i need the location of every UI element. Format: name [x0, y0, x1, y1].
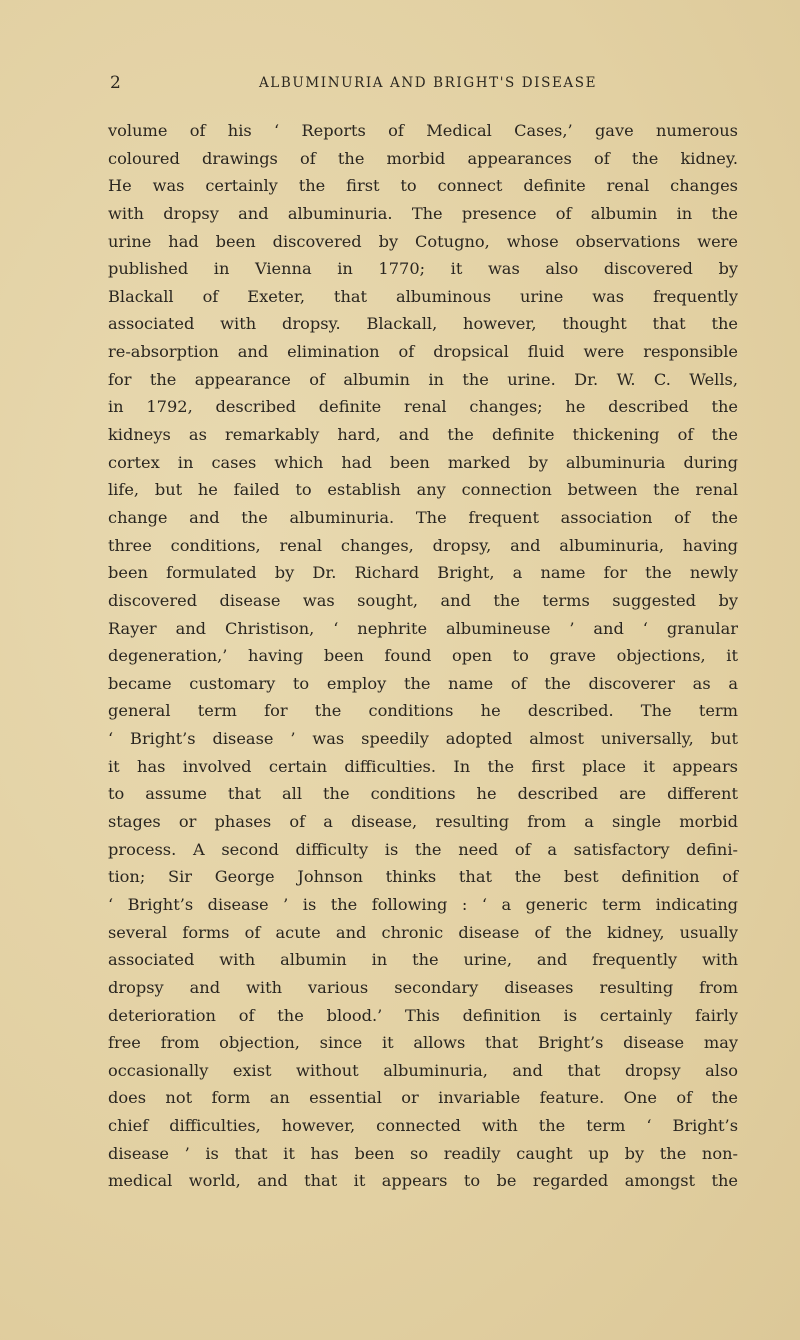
- text-line: three conditions, renal changes, dropsy, and albuminuria, having: [108, 535, 738, 555]
- text-line: became customary to employ the name of the discoverer as a: [108, 673, 738, 693]
- text-line: urine had been discovered by Cotugno, whose observations were: [108, 231, 738, 251]
- text-line: Blackall of Exeter, that albuminous urine was frequently: [108, 286, 738, 306]
- text-line: discovered disease was sought, and the terms suggested by: [108, 590, 738, 610]
- text-line: to assume that all the conditions he described are different: [108, 784, 738, 804]
- text-line: degeneration,’ having been found open to grave objections, it: [108, 646, 738, 666]
- text-line: He was certainly the first to connect definite renal changes: [108, 176, 738, 196]
- running-header: [108, 73, 738, 97]
- text-line: occasionally exist without albuminuria, and that dropsy also: [108, 1060, 738, 1080]
- text-line: tion; Sir George Johnson thinks that the best definition of: [108, 867, 738, 887]
- text-line: chief difficulties, however, connected with the term ‘ Bright’s: [108, 1116, 738, 1136]
- page-number: 2: [110, 73, 121, 93]
- text-line: re-absorption and elimination of dropsical fluid were responsible: [108, 342, 738, 362]
- text-line: life, but he failed to establish any connection between the renal: [108, 480, 738, 500]
- text-line: cortex in cases which had been marked by albuminuria during: [108, 452, 738, 472]
- text-line: change and the albuminuria. The frequent association of the: [108, 507, 738, 527]
- text-line: deterioration of the blood.’ This definition is certainly fairly: [108, 1005, 738, 1025]
- running-title: ALBUMINURIA AND BRIGHT'S DISEASE: [258, 75, 598, 91]
- body-text: [108, 117, 738, 1195]
- text-line: ‘ Bright’s disease ’ is the following : ‘ a generic term indicating: [108, 894, 738, 914]
- text-line: disease ’ is that it has been so readily caught up by the non-: [108, 1143, 738, 1163]
- text-line: kidneys as remarkably hard, and the definite thickening of the: [108, 425, 738, 445]
- text-line: it has involved certain difficulties. In the first place it appears: [108, 756, 738, 776]
- text-line: several forms of acute and chronic disease of the kidney, usually: [108, 922, 738, 942]
- text-line: dropsy and with various secondary diseases resulting from: [108, 977, 738, 997]
- text-line: Rayer and Christison, ‘ nephrite albumineuse ’ and ‘ granular: [108, 618, 738, 638]
- text-line: in 1792, described definite renal changes; he described the: [108, 397, 738, 417]
- text-line: associated with dropsy. Blackall, however, thought that the: [108, 314, 738, 334]
- text-line: general term for the conditions he described. The term: [108, 701, 738, 721]
- text-line: been formulated by Dr. Richard Bright, a name for the newly: [108, 563, 738, 583]
- text-line: coloured drawings of the morbid appearances of the kidney.: [108, 148, 738, 168]
- text-line: associated with albumin in the urine, and frequently with: [108, 950, 738, 970]
- text-line: with dropsy and albuminuria. The presence of albumin in the: [108, 203, 738, 223]
- text-line: does not form an essential or invariable feature. One of the: [108, 1088, 738, 1108]
- text-line: for the appearance of albumin in the urine. Dr. W. C. Wells,: [108, 369, 738, 389]
- text-line: volume of his ‘ Reports of Medical Cases,’ gave numerous: [108, 121, 738, 140]
- text-line: published in Vienna in 1770; it was also discovered by: [108, 259, 738, 279]
- text-line: free from objection, since it allows that Bright’s disease may: [108, 1033, 738, 1053]
- text-line: process. A second difficulty is the need of a satisfactory defini-: [108, 839, 738, 859]
- text-line: medical world, and that it appears to be regarded amongst the: [108, 1171, 738, 1191]
- text-line: ‘ Bright’s disease ’ was speedily adopted almost universally, but: [108, 729, 738, 749]
- text-line: stages or phases of a disease, resulting from a single morbid: [108, 812, 738, 832]
